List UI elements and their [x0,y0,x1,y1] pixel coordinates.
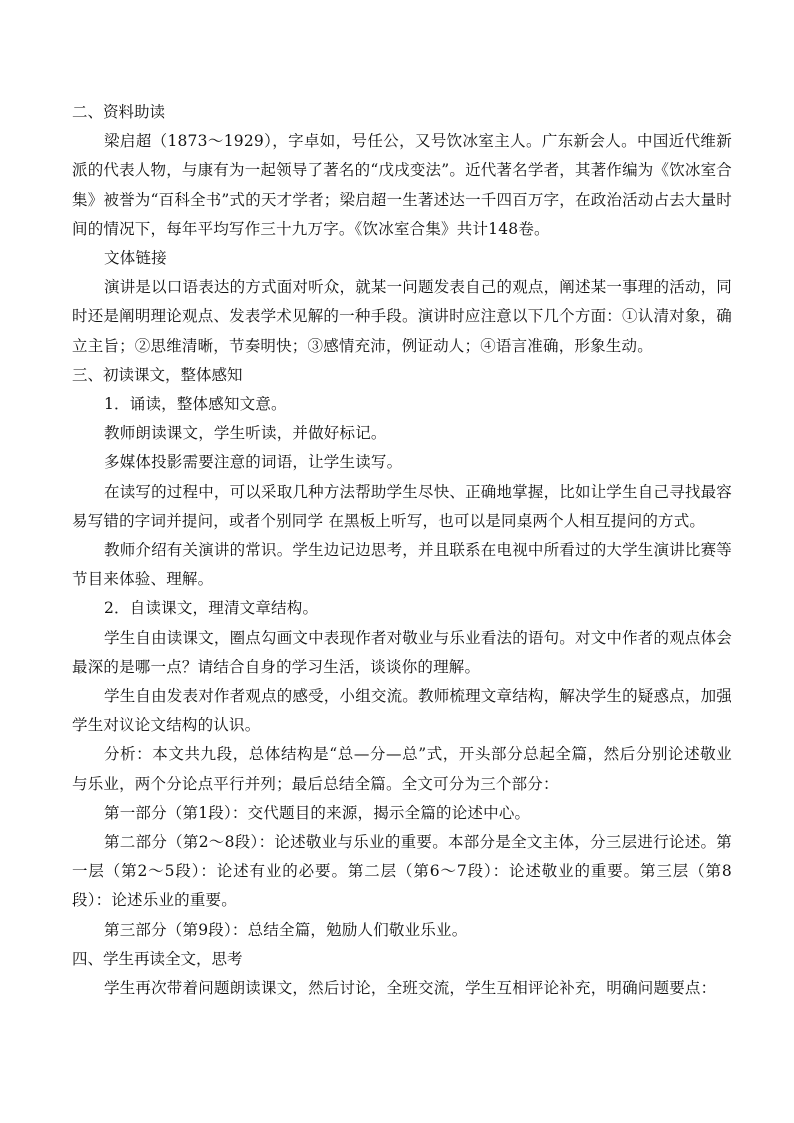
paragraph-part-three: 第三部分（第9段）：总结全篇，勉励人们敬业乐业。 [104,920,468,939]
paragraph-reading-methods: 在读写的过程中，可以采取几种方法帮助学生尽快、正确地掌握，比如让学生自己寻找最容易写错的字词并提问，或者个别同学 在黑板上听写，也可以是同桌两个人相互提问的方式。 [72,482,733,530]
document-body [72,98,732,1003]
subheading-genre-link: 文体链接 [104,249,167,268]
paragraph-multimedia: 多媒体投影需要注意的词语，让学生读写。 [104,453,403,472]
paragraph-speech-genre: 演讲是以口语表达的方式面对听众，就某一问题发表自己的观点，阐述某一事理的活动，同时还是阐明理论观点、发表学术见解的一种手段。演讲时应注意以下几个方面：①认清对象，确立主旨；②思维清晰，节奏明快；③感情充沛，例证动人；④语言准确，形象生动。 [72,278,733,355]
paragraph-teacher-reads: 教师朗读课文，学生听读，并做好标记。 [104,424,387,443]
paragraph-liang-qichao-bio: 梁启超（1873～1929），字卓如，号任公，又号饮冰室主人。广东新会人。中国近代维新派的代表人物，与康有为一起领导了著名的“戊戌变法”。近代著名学者，其著作编为《饮冰室合集》被誉为“百科全书”式的天才学者；梁启超一生著述达一千四百万字，在政治活动占去大量时间的情况下，每年平均写作三十九万字。《饮冰室合集》共计148卷。 [72,132,732,238]
section-heading-first-reading: 三、初读课文，整体感知 [72,365,243,384]
paragraph-part-two: 第二部分（第2～8段）：论述敬业与乐业的重要。本部分是全文主体，分三层进行论述。第一层（第2～5段）：论述有业的必要。第二层（第6～7段）：论述敬业的重要。第三层（第8段）：论述乐业的重要。 [72,833,732,910]
paragraph-part-one: 第一部分（第1段）：交代题目的来源，揭示全篇的论述中心。 [104,803,531,822]
paragraph-analysis: 分析：本文共九段，总体结构是“总—分—总”式，开头部分总起全篇，然后分别论述敬业与乐业，两个分论点平行并列；最后总结全篇。全文可分为三个部分： [72,745,732,793]
paragraph-rereading: 学生再次带着问题朗读课文，然后讨论，全班交流，学生互相评论补充，明确问题要点： [104,979,717,998]
paragraph-student-free-reading: 学生自由读课文，圈点勾画文中表现作者对敬业与乐业看法的语句。对文中作者的观点体会最深的是哪一点？请结合自身的学习生活，谈谈你的理解。 [72,628,733,676]
paragraph-student-exchange: 学生自由发表对作者观点的感受，小组交流。教师梳理文章结构，解决学生的疑惑点，加强学生对议论文结构的认识。 [72,687,733,735]
step-recite: 1．诵读，整体感知文意。 [104,395,287,414]
step-self-reading: 2．自读课文，理清文章结构。 [104,599,319,618]
paragraph-speech-knowledge: 教师介绍有关演讲的常识。学生边记边思考，并且联系在电视中所看过的大学生演讲比赛等节目来体验、理解。 [72,541,733,589]
section-heading-rereading: 四、学生再读全文，思考 [72,949,243,968]
section-heading-materials: 二、资料助读 [72,103,166,121]
